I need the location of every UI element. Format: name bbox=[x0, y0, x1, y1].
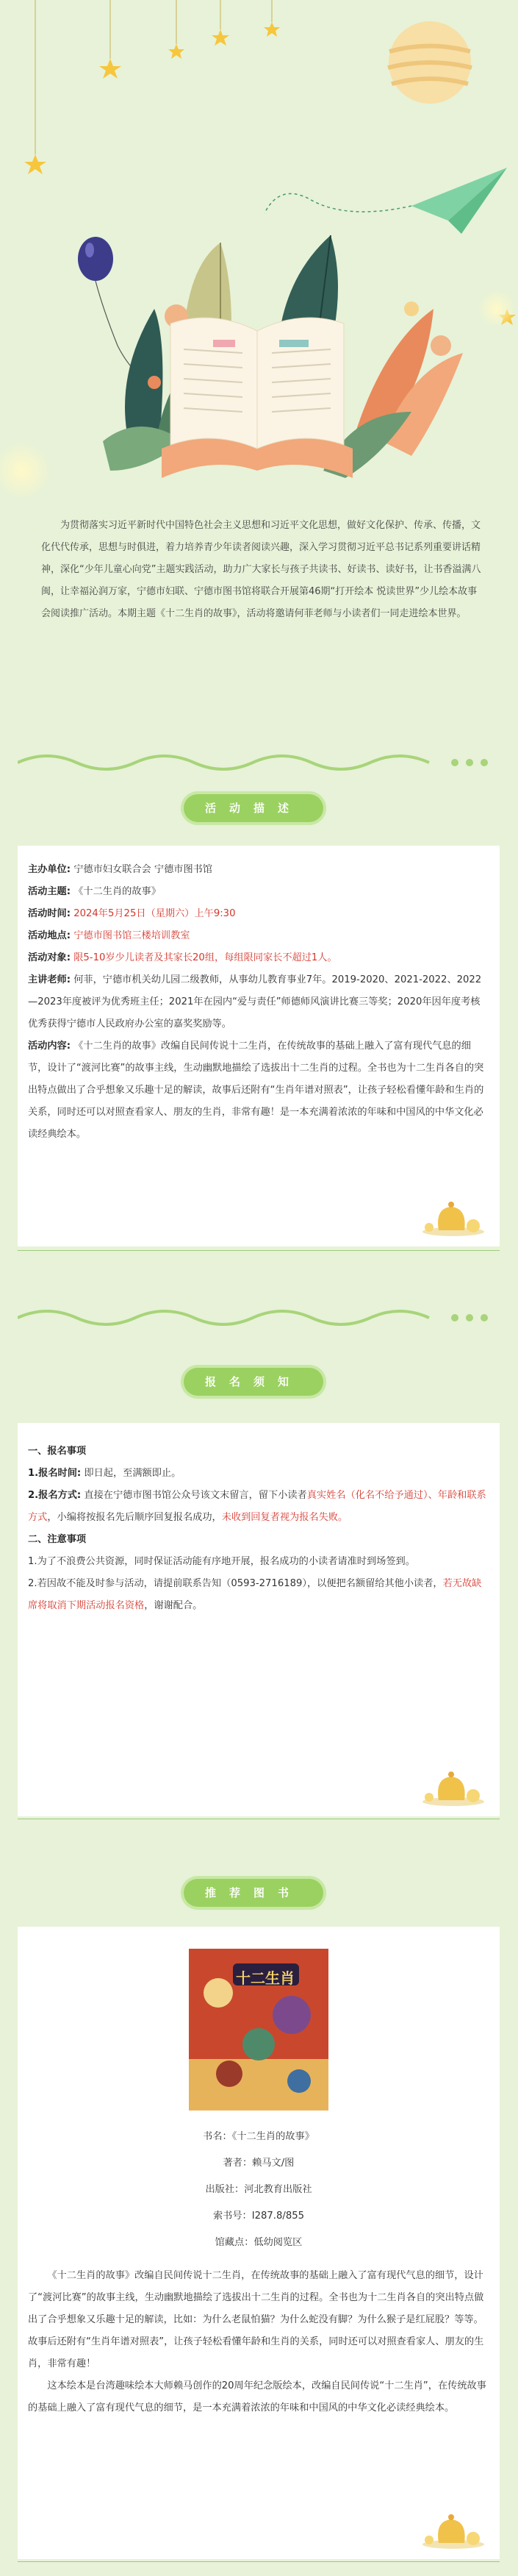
card-bottom-line bbox=[18, 2561, 500, 2562]
intro-paragraph: 为贯彻落实习近平新时代中国特色社会主义思想和习近平文化思想，做好文化保护、传承、传播，文化代代传承，思想与时俱进，着力培养青少年读者阅读兴趣，深入学习贯彻习近平总书记系列重要讲话精神，深化“少年儿童心向党”主题实践活动，助力广大家长与孩子共读书、好读书、读好书，让书香溢满八闽，让幸福沁润万家，宁德市妇联、宁德市图书馆将联合开展第46期“打开绘本 悦读世界”少儿绘本故事会阅读推广活动。本期主题《十二生肖的故事》，活动将邀请何菲老师与小读者们一同走进绘本世界。 bbox=[41, 520, 481, 619]
wave-divider bbox=[18, 1302, 503, 1331]
open-book-illustration bbox=[162, 318, 353, 478]
book-author: 著者：赖马文/图 bbox=[223, 2158, 295, 2169]
wave-divider bbox=[18, 746, 503, 776]
theme-row bbox=[28, 881, 489, 903]
card-bottom-line bbox=[18, 1250, 500, 1251]
book-title: 书名：《十二生肖的故事》 bbox=[203, 2131, 314, 2142]
section-title-recommend: 推荐图书 bbox=[184, 1879, 323, 1907]
signup-time-label: 1.报名时间: bbox=[28, 1468, 82, 1479]
book-cover-image bbox=[189, 1949, 328, 2111]
section-title-signup: 报名须知 bbox=[184, 1368, 323, 1396]
time-label: 活动时间: bbox=[28, 908, 71, 919]
book-publisher: 出版社：河北教育出版社 bbox=[205, 2184, 312, 2195]
book-location: 馆藏点：低幼阅览区 bbox=[215, 2237, 303, 2248]
signup-card bbox=[18, 1423, 500, 1816]
target-value: 限5-10岁少儿读者及其家长20组，每组限同家长不超过1人。 bbox=[73, 952, 337, 963]
book-description-1: 《十二生肖的故事》改编自民间传说十二生肖，在传统故事的基础上融入了富有现代气息的细节，设计了“渡河比赛”的故事主线，生动幽默地描绘了选拔出十二生肖的过程。全书也为十二生肖各自的突出特点做出了合乎想象又乐趣十足的解读，比如：为什么老鼠怕猫？为什么蛇没有脚？为什么猴子是红屁股？等等。故事后还附有“生肖年谱对照表”，让孩子轻松看懂年龄和生肖的关系，同时还可以对照查看家人、朋友的生肖，非常有趣！ bbox=[28, 2270, 484, 2369]
signup-heading-1: 一、报名事项 bbox=[28, 1446, 87, 1457]
book-info bbox=[28, 2125, 489, 2255]
organizer-label: 主办单位: bbox=[28, 864, 71, 875]
place-row bbox=[28, 925, 489, 947]
signup-method-text-b: 真实姓名（化名不给予通过）、年龄和联系方式 bbox=[28, 1490, 486, 1523]
content-label: 活动内容: bbox=[28, 1041, 71, 1052]
target-row bbox=[28, 947, 489, 969]
time-value: 2024年5月25日（星期六）上午9:30 bbox=[73, 908, 236, 919]
note-2 bbox=[28, 1573, 489, 1617]
place-label: 活动地点: bbox=[28, 930, 71, 941]
signup-method-label: 2.报名方式: bbox=[28, 1490, 82, 1501]
place-value: 宁德市图书馆三楼培训教室 bbox=[73, 930, 190, 941]
planet-icon bbox=[388, 21, 472, 104]
signup-method-text-c: ，小编将按报名先后顺序回复报名成功， bbox=[47, 1512, 222, 1523]
organizer-row bbox=[28, 859, 489, 881]
book-cover-title: 十二生肖 bbox=[236, 1969, 295, 1987]
time-row bbox=[28, 903, 489, 925]
teapot-decoration-icon bbox=[420, 1194, 486, 1238]
teacher-value: 何菲，宁德市机关幼儿园二级教师，从事幼儿教育事业7年。2019-2020、2021-2022、2022—2023年度被评为优秀班主任；2021年在园内“爱与责任”师德师风演讲比赛三等奖；2020年因年度考核优秀获得宁德市人民政府办公室的嘉奖奖励等。 bbox=[28, 974, 482, 1030]
signup-method-row bbox=[28, 1485, 489, 1529]
teacher-row bbox=[28, 969, 489, 1035]
hero-banner bbox=[0, 0, 518, 500]
theme-label: 活动主题: bbox=[28, 886, 71, 897]
book-call-number: 索书号：I287.8/855 bbox=[212, 2211, 304, 2222]
hero-illustration bbox=[0, 0, 518, 500]
content-row bbox=[28, 1035, 489, 1146]
theme-value: 《十二生肖的故事》 bbox=[73, 886, 161, 897]
signup-time-value: 即日起，至满额即止。 bbox=[84, 1468, 181, 1479]
note-1: 1.为了不浪费公共资源，同时保证活动能有序地开展，报名成功的小读者请准时到场签到。 bbox=[28, 1556, 415, 1567]
note-2-text-a: 2.若因故不能及时参与活动，请提前联系告知（0593-2716189），以便把名额留给其他小读者， bbox=[28, 1578, 443, 1589]
content-value: 《十二生肖的故事》改编自民间传说十二生肖，在传统故事的基础上融入了富有现代气息的细节，设计了“渡河比赛”的故事主线，生动幽默地描绘了选拔出十二生肖的过程。全书也为十二生肖各自的突出特点做出了合乎想象又乐趣十足的解读，故事后还附有“生肖年谱对照表”，让孩子轻松看懂年龄和生肖的关系，同时还可以对照查看家人、朋友的生肖，非常有趣！是一本充满着浓浓的年味和中国风的中华文化必读经典绘本。 bbox=[28, 1041, 484, 1140]
note-2-text-b: 若无故缺席将取消下期活动报名资格 bbox=[28, 1578, 482, 1611]
signup-heading-2: 二、注意事项 bbox=[28, 1534, 87, 1545]
organizer-value: 宁德市妇女联合会 宁德市图书馆 bbox=[73, 864, 213, 875]
book-card bbox=[18, 1927, 500, 2559]
section-title-activity: 活动描述 bbox=[184, 794, 323, 822]
note-2-text-c: ，谢谢配合。 bbox=[144, 1600, 203, 1611]
activity-card bbox=[18, 846, 500, 1246]
signup-method-text-d: 未收到回复者视为报名失败。 bbox=[221, 1512, 348, 1523]
teapot-decoration-icon bbox=[420, 2506, 486, 2550]
book-description-2: 这本绘本是台湾趣味绘本大师赖马创作的20周年纪念版绘本，改编自民间传说“十二生肖”，在传统故事的基础上融入了富有现代气息的细节，是一本充满着浓浓的年味和中国风的中华文化必读经典绘本。 bbox=[28, 2380, 486, 2413]
teacher-label: 主讲老师: bbox=[28, 974, 71, 985]
signup-method-text-a: 直接在宁德市图书馆公众号该文末留言，留下小读者 bbox=[84, 1490, 307, 1501]
signup-time-row bbox=[28, 1463, 489, 1485]
target-label: 活动对象: bbox=[28, 952, 71, 963]
teapot-decoration-icon bbox=[420, 1763, 486, 1808]
